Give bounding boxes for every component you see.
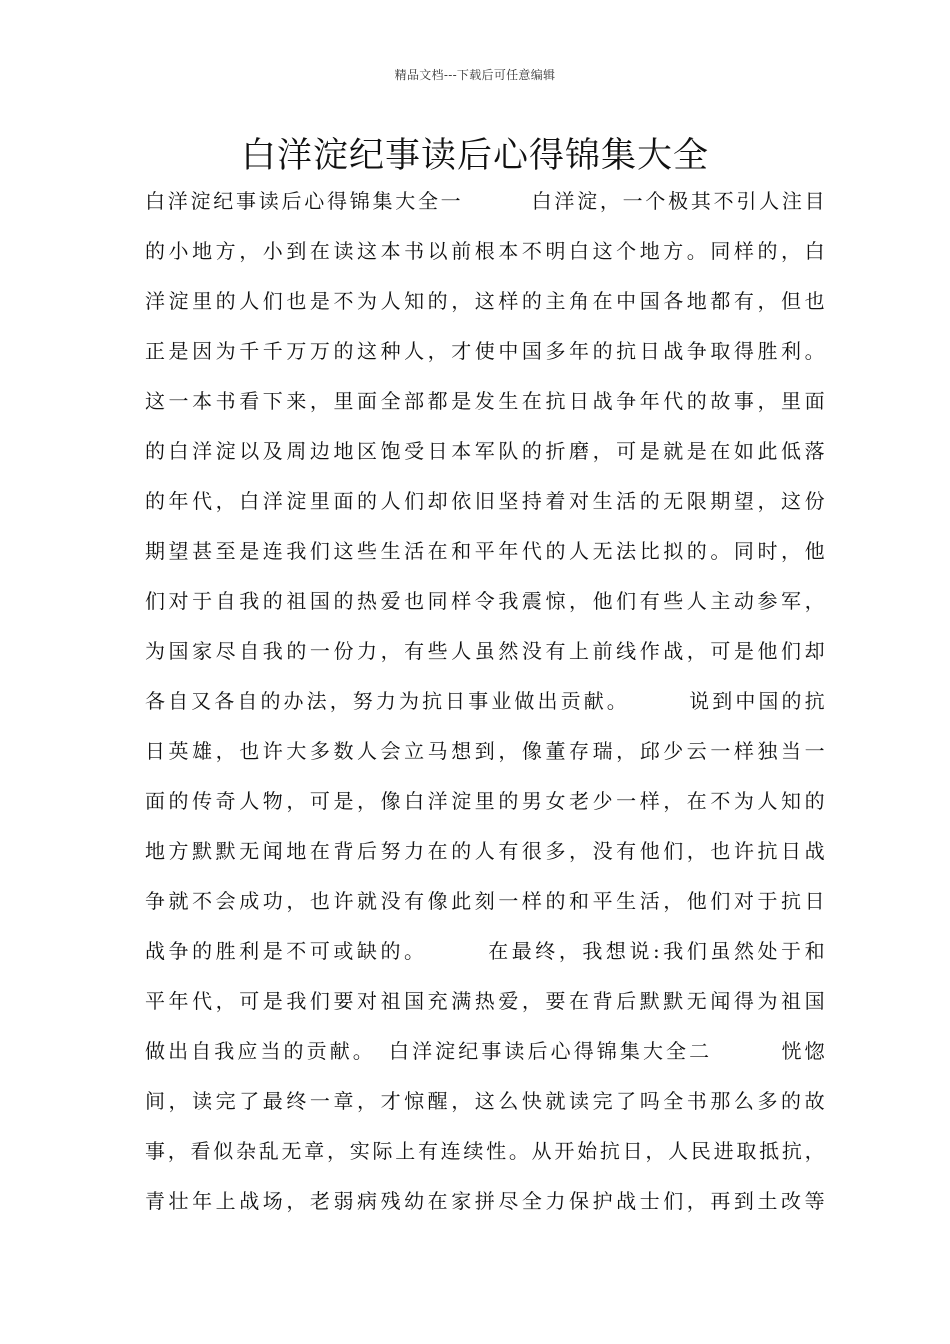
body-line: 事，看似杂乱无章，实际上有连续性。从开始抗日，人民进取抵抗， [145, 1139, 825, 1163]
body-line: 的小地方，小到在读这本书以前根本不明白这个地方。同样的，白 [145, 239, 825, 263]
body-line: 平年代，可是我们要对祖国充满热爱，要在背后默默无闻得为祖国 [145, 989, 825, 1013]
body-line: 的年代，白洋淀里面的人们却依旧坚持着对生活的无限期望，这份 [145, 489, 825, 513]
body-line: 争就不会成功，也许就没有像此刻一样的和平生活，他们对于抗日 [145, 889, 825, 913]
body-line: 的白洋淀以及周边地区饱受日本军队的折磨，可是就是在如此低落 [145, 439, 825, 463]
body-line: 们对于自我的祖国的热爱也同样令我震惊，他们有些人主动参军， [145, 589, 825, 613]
body-line: 做出自我应当的贡献。 白洋淀纪事读后心得锦集大全二 恍惚 [145, 1039, 825, 1063]
body-line: 面的传奇人物，可是，像白洋淀里的男女老少一样，在不为人知的 [145, 789, 825, 813]
body-line: 洋淀里的人们也是不为人知的，这样的主角在中国各地都有，但也 [145, 289, 825, 313]
page-header-note: 精品文档---下载后可任意编辑 [394, 68, 556, 82]
body-line: 正是因为千千万万的这种人，才使中国多年的抗日战争取得胜利。 [145, 339, 825, 363]
body-line: 各自又各自的办法，努力为抗日事业做出贡献。 说到中国的抗 [145, 689, 825, 713]
document-body [145, 182, 825, 1232]
body-line: 期望甚至是连我们这些生活在和平年代的人无法比拟的。同时，他 [145, 539, 825, 563]
body-line: 青壮年上战场，老弱病残幼在家拼尽全力保护战士们，再到土改等 [145, 1189, 825, 1213]
body-line: 为国家尽自我的一份力，有些人虽然没有上前线作战，可是他们却 [145, 639, 825, 663]
body-line: 地方默默无闻地在背后努力在的人有很多，没有他们，也许抗日战 [145, 839, 825, 863]
body-line: 日英雄，也许大多数人会立马想到，像董存瑞，邱少云一样独当一 [145, 739, 825, 763]
body-line: 间，读完了最终一章，才惊醒，这么快就读完了吗全书那么多的故 [145, 1089, 825, 1113]
body-line: 白洋淀纪事读后心得锦集大全一 白洋淀，一个极其不引人注目 [145, 189, 825, 213]
body-line: 这一本书看下来，里面全部都是发生在抗日战争年代的故事，里面 [145, 389, 825, 413]
document-title: 白洋淀纪事读后心得锦集大全 [240, 136, 709, 176]
body-line: 战争的胜利是不可或缺的。 在最终，我想说:我们虽然处于和 [145, 939, 825, 963]
